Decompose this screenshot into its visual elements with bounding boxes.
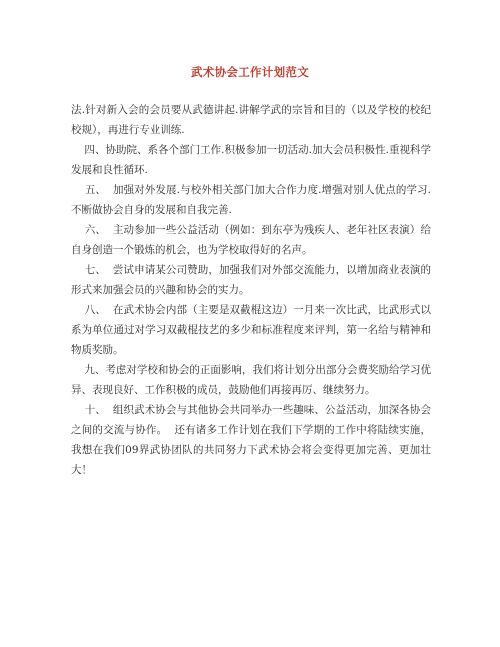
paragraph-item-7: 七、 尝试申请某公司赞助，加强我们对外部交流能力，以增加商业表演的形式来加强会员的兴趣和协会的实力。: [71, 264, 431, 296]
document-body: [71, 100, 431, 480]
paragraph-item-10: 十、 组织武术协会与其他协会共同举办一些趣味、公益活动，加深各协会之间的交流与协作。 还有诸多工作计划在我们下学期的工作中将陆续实施，我想在我们09界武协团队的共同努力下武术协会将会变得更加完善、更加壮大！: [71, 404, 431, 476]
paragraph-item-5: 五、 加强对外发展.与校外相关部门加大合作力度.增强对别人优点的学习.不断做协会自身的发展和自我完善.: [71, 184, 431, 216]
document-title: 武术协会工作计划范文: [191, 65, 309, 79]
paragraph-item-4: 四、协助院、系各个部门工作.积极参加一切活动.加大会员积极性.重视科学发展和良性循环.: [71, 144, 431, 176]
paragraph-intro: 法.针对新入会的会员要从武德讲起.讲解学武的宗旨和目的（以及学校的校纪校规），再进行专业训练.: [71, 104, 431, 136]
paragraph-item-8: 八、 在武术协会内部（主要是双截棍这边）一月来一次比武，比武形式以系为单位通过对学习双截棍技艺的多少和标准程度来评判，第一名给与精神和物质奖励。: [71, 304, 431, 356]
paragraph-item-6: 六、 主动参加一些公益活动（例如：到东亭为残疾人、老年社区表演）给自身创造一个锻炼的机会，也为学校取得好的名声。: [71, 224, 431, 256]
paragraph-item-9: 九、考虑对学校和协会的正面影响，我们将计划分出部分会费奖励给学习优异、表现良好、工作积极的成员，鼓励他们再接再厉、继续努力。: [71, 364, 431, 396]
